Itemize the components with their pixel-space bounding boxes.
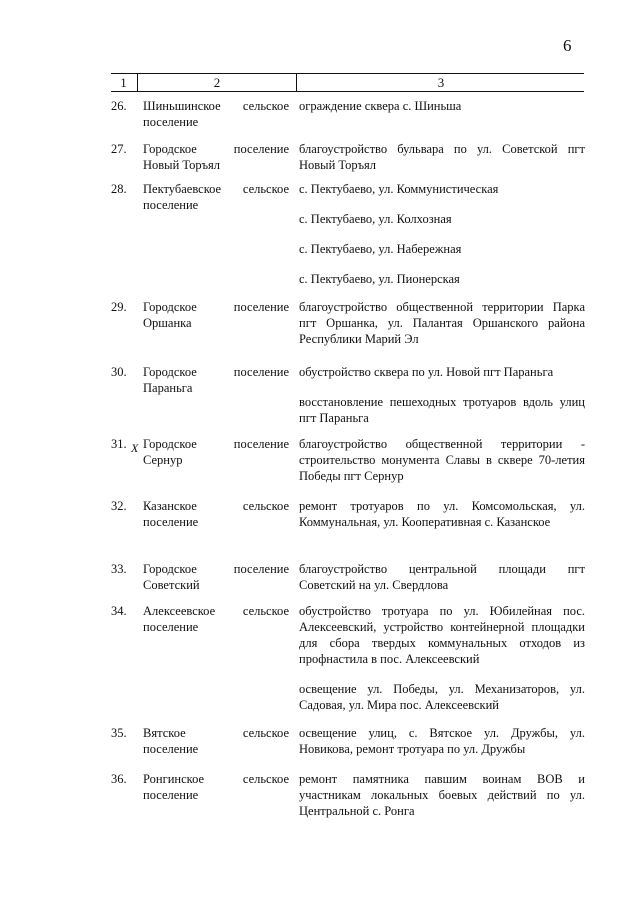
improvement-objects	[299, 561, 585, 593]
row-number: 32.	[111, 499, 127, 513]
object-item: с. Пектубаево, ул. Набережная	[299, 242, 462, 256]
settlement-name-part: Советский	[143, 578, 200, 592]
settlement-name	[143, 603, 289, 635]
settlement-name-part: сельское	[242, 99, 289, 113]
object-item: ограждение сквера с. Шиньша	[299, 99, 462, 113]
settlement-name-part: поселение	[143, 115, 199, 129]
row-number: 35.	[111, 726, 127, 740]
settlement-name	[143, 771, 289, 803]
header-col-2: 2	[137, 74, 296, 91]
object-item: благоустройство центральной площади пгт Советский на ул. Свердлова	[299, 562, 585, 592]
settlement-name-part: сельское	[242, 772, 289, 786]
settlement-name-part: сельское	[242, 604, 289, 618]
settlement-name	[143, 299, 289, 331]
settlement-name-part: Оршанка	[143, 316, 192, 330]
settlement-name	[143, 436, 289, 468]
settlement-name-part: сельское	[242, 499, 289, 513]
settlement-name	[143, 364, 289, 396]
settlement-name-part: Казанское	[143, 499, 197, 513]
settlement-name-line	[143, 498, 289, 514]
settlement-name-part: Городское	[143, 562, 197, 576]
row-number: 33.	[111, 562, 127, 576]
page-number: 6	[563, 36, 572, 55]
improvement-objects	[299, 725, 585, 757]
improvement-objects	[299, 436, 585, 484]
object-item: ремонт памятника павшим воинам ВОВ и участникам локальных боевых действий по ул. Центральной с. Ронга	[299, 772, 585, 818]
settlement-name-line	[143, 141, 289, 157]
settlement-name-line	[143, 561, 289, 577]
settlement-name-line	[143, 98, 289, 114]
improvement-objects	[299, 498, 585, 530]
object-item: обустройство сквера по ул. Новой пгт Параньга	[299, 365, 554, 379]
settlement-name-part: поселение	[233, 562, 289, 576]
settlement-name-part: Городское	[143, 437, 197, 451]
settlement-name	[143, 181, 289, 213]
settlement-name-part: поселение	[233, 142, 289, 156]
settlement-name-part: Шиньшинское	[143, 99, 221, 113]
settlement-name-part: поселение	[143, 788, 199, 802]
settlement-name-part: Городское	[143, 142, 197, 156]
object-item: восстановление пешеходных тротуаров вдоль улиц пгт Параньга	[299, 395, 585, 425]
settlement-name-part: Сернур	[143, 453, 183, 467]
improvement-objects	[299, 299, 585, 347]
settlement-name-line	[143, 181, 289, 197]
object-item: освещение улиц, с. Вятское ул. Дружбы, ул. Новикова, ремонт тротуара по ул. Дружбы	[299, 726, 585, 756]
improvement-objects	[299, 603, 585, 713]
object-item: благоустройство бульвара по ул. Советской пгт Новый Торъял	[299, 142, 585, 172]
settlement-name-part: Пектубаевское	[143, 182, 222, 196]
settlement-name	[143, 725, 289, 757]
settlement-name-part: поселение	[143, 620, 199, 634]
settlement-name-line	[143, 725, 289, 741]
improvement-objects	[299, 181, 585, 287]
improvement-objects	[299, 141, 585, 173]
settlement-name	[143, 561, 289, 593]
row-number: 31.	[111, 437, 127, 451]
object-item: обустройство тротуара по ул. Юбилейная пос. Алексеевский, устройство контейнерной площадки для сбора твердых коммунальных отходов из профнастила в пос. Алексеевский	[299, 604, 585, 666]
settlement-name-part: сельское	[242, 726, 289, 740]
settlement-name-line	[143, 299, 289, 315]
settlement-name	[143, 141, 289, 173]
settlement-name-part: Новый Торъял	[143, 158, 221, 172]
settlement-name-part: поселение	[143, 198, 199, 212]
row-number: 34.	[111, 604, 127, 618]
settlement-name-line	[143, 364, 289, 380]
row-number: 27.	[111, 142, 127, 156]
settlement-name-part: сельское	[242, 182, 289, 196]
settlement-name	[143, 98, 289, 130]
settlement-name-part: поселение	[143, 742, 199, 756]
settlement-name-line	[143, 603, 289, 619]
settlement-name-part: поселение	[233, 365, 289, 379]
settlement-name-part: Городское	[143, 365, 197, 379]
improvement-objects	[299, 771, 585, 819]
row-number: 26.	[111, 99, 127, 113]
settlement-name	[143, 498, 289, 530]
row-number: 28.	[111, 182, 127, 196]
improvement-objects	[299, 98, 585, 114]
object-item: благоустройство общественной территории - строительство монумента Славы в сквере 70-летия Победы пгт Сернур	[299, 437, 585, 483]
object-item: с. Пектубаево, ул. Пионерская	[299, 272, 460, 286]
settlement-name-part: поселение	[143, 515, 199, 529]
object-item: освещение ул. Победы, ул. Механизаторов, ул. Садовая, ул. Мира пос. Алексеевский	[299, 682, 585, 712]
object-item: благоустройство общественной территории Парка пгт Оршанка, ул. Палантая Оршанского района Республики Марий Эл	[299, 300, 585, 346]
settlement-name-part: Вятское	[143, 726, 186, 740]
settlement-name-part: поселение	[233, 300, 289, 314]
handwritten-mark: X	[131, 441, 139, 455]
settlement-name-part: Ронгинское	[143, 772, 205, 786]
row-number: 29.	[111, 300, 127, 314]
settlement-name-line	[143, 771, 289, 787]
settlement-name-line	[143, 436, 289, 452]
settlement-name-part: Городское	[143, 300, 197, 314]
object-item: ремонт тротуаров по ул. Комсомольская, ул. Коммунальная, ул. Кооперативная с. Казанское	[299, 499, 585, 529]
header-col-1: 1	[120, 75, 127, 90]
row-number: 36.	[111, 772, 127, 786]
settlement-name-part: поселение	[233, 437, 289, 451]
settlement-name-part: Алексеевское	[143, 604, 216, 618]
improvement-objects	[299, 364, 585, 426]
object-item: с. Пектубаево, ул. Колхозная	[299, 212, 452, 226]
settlement-name-part: Параньга	[143, 381, 193, 395]
object-item: с. Пектубаево, ул. Коммунистическая	[299, 182, 499, 196]
row-number: 30.	[111, 365, 127, 379]
table-header	[111, 73, 584, 92]
header-col-3: 3	[296, 74, 585, 91]
